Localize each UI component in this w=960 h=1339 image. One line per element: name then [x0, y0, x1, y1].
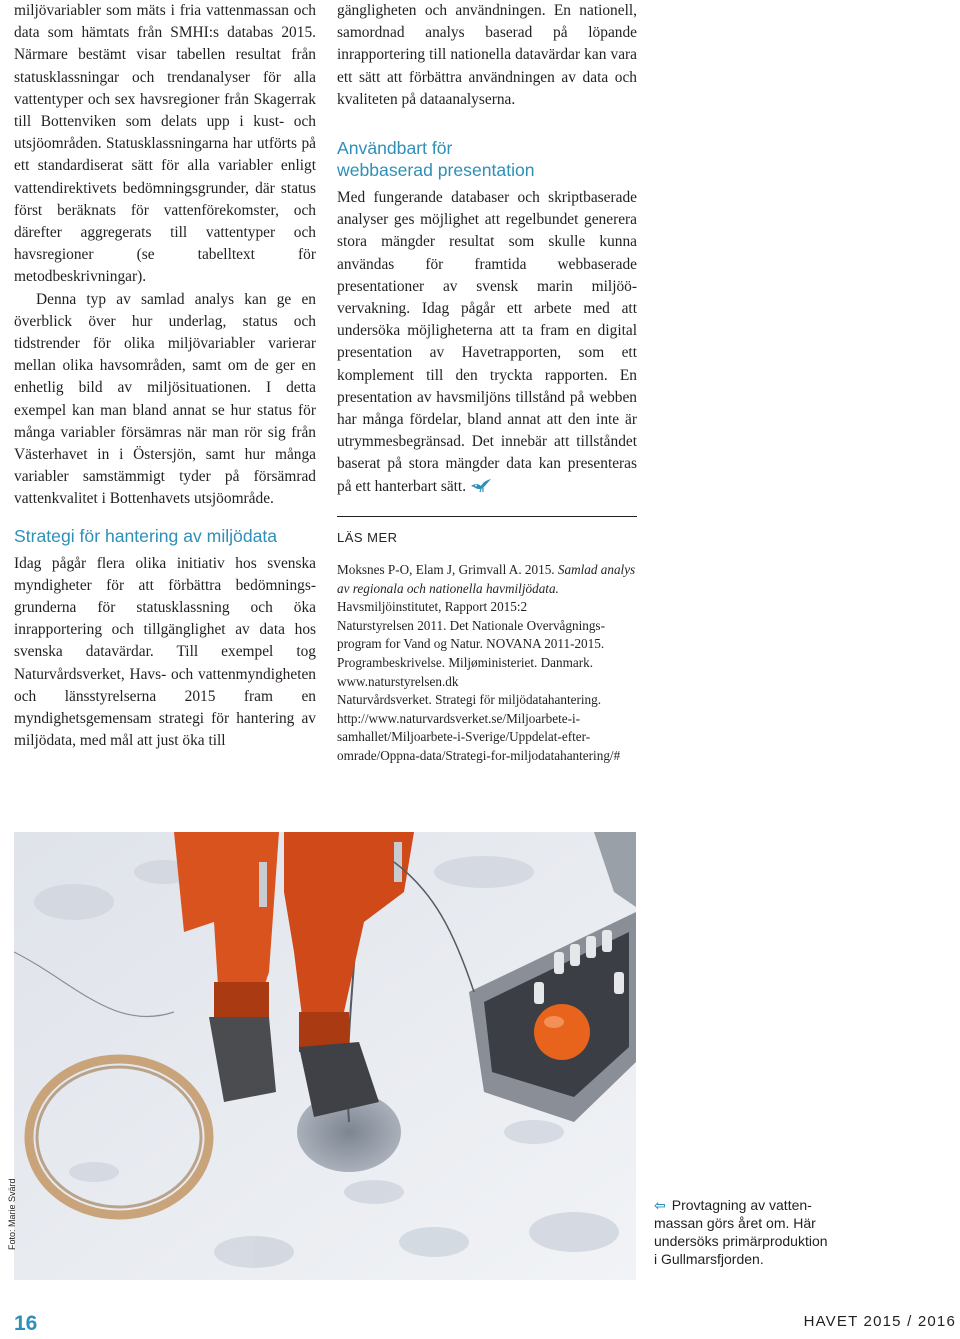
body-paragraph: gängligheten och användningen. En nationell, samordnad analys baserad på löpande inrapportering till nationella datavärdar kan vara ett sätt att förbättra användningen av data och kvaliteten på dataanalyserna.	[337, 2, 637, 108]
section-heading	[337, 137, 637, 181]
body-text: Med fungerande databaser och skriptbaserade analyser ges möjlighet att regelbundet generera stora mängder resultat som skulle kunna användas för framtida webbaserade presentationer av svensk marin miljöövervakning. Idag pågår ett arbete med att undersöka möjligheterna att ta fram en digital presentation av Havetrapporten, som ett komplement till den tryckta rapporten. En presentation av havsmiljöns tillstånd på webben har många fördelar, bland annat att den inte är utrymmesbegränsad. Det innebär att tillståndet baserat på stora mängder data kan presenteras på ett hanterbart sätt.	[337, 189, 637, 495]
photo-ice-sampling	[14, 832, 636, 1280]
divider	[337, 516, 637, 517]
buoy	[534, 1004, 590, 1060]
section-heading-line: Användbart för	[337, 138, 453, 159]
reference-publisher: Havsmiljöinstitutet, Rapport 2015:2	[337, 599, 528, 615]
left-column	[14, 0, 316, 753]
photo-credit: Foto: Marie Svärd	[7, 1178, 17, 1250]
body-paragraph: miljövariabler som mäts i fria vattenmassan och data som hämtats från SMHI:s databas 2015. Närmare bestämt visar tabellen resultat från statusklassningar och trendanalyser för alla vattentyper och sex havsregioner från Skagerrak till Bottenviken som delats upp i kust- och utsjöområden. Statusklassningarna har utförts på ett standardiserat sätt för alla variabler enligt vattendirektivets bedömningsgrunder, där status först beräknats för vattenförekomster, och därefter aggregerats till vattentyper och havsregioner (se tabelltext för metodbeskrivningar).	[14, 2, 316, 286]
reference-item	[337, 561, 637, 617]
references-heading: LÄS MER	[337, 529, 398, 545]
seabird-icon	[470, 477, 492, 493]
reference-text: Naturvårdsverket. Strategi för miljödatahantering. http://www.naturvardsverket.se/Miljoarbete-i-samhallet/Miljoarbete-i-Sverige/Uppdelat-efter-omrade/Oppna-data/Strategi-for-miljodatahantering/#	[337, 692, 621, 763]
publication-title: HAVET 2015 / 2016	[803, 1313, 956, 1330]
caption-text: Provtagning av vattenmassan görs året om. Här undersöks primärproduktion i Gullmarsfjorden.	[654, 1197, 828, 1267]
reference-text: Naturstyrelsen 2011. Det Nationale Overvågningsprogram for Vand og Natur. NOVANA 2011-2015. Programbeskrivelse. Miljøministeriet. Danmark. www.naturstyrelsen.dk	[337, 617, 605, 689]
section-heading: Strategi för hantering av miljödata	[14, 525, 278, 546]
page-number: 16	[14, 1312, 38, 1335]
photo-illustration	[14, 832, 636, 1280]
reference-item	[337, 617, 637, 691]
body-paragraph	[337, 187, 637, 498]
right-column	[337, 0, 637, 766]
section-heading-line: webbaserad presentation	[337, 160, 535, 181]
reference-title: Samlad analys av regionala och nationella havmiljödata.	[337, 562, 636, 596]
reference-item	[337, 691, 637, 765]
reference-authors: Moksnes P-O, Elam J, Grimvall A. 2015.	[337, 562, 558, 578]
photo-caption	[654, 1196, 834, 1268]
arrow-left-icon: ⇦	[654, 1197, 666, 1213]
body-paragraph: Denna typ av samlad analys kan ge en överblick över hur underlag, status och tidstrender för olika miljövariabler varierar mellan olika havsområden, samt om de ger en enhetlig bild av miljösituationen. I detta exempel kan man bland annat se hur status för många variabler försämras när man rör sig från Västerhavet in i Östersjön, samt hur många variabler samstämmigt tyder på försämrad vattenkvalitet i Bottenhavets utsjöområde.	[14, 290, 316, 508]
body-paragraph: Idag pågår flera olika initiativ hos svenska myndigheter för att förbättra bedömningsgrunderna för statusklassning och öka inrapportering och tillgänglighet av data hos svenska datavärdar. Till exempel tog Naturvårdsverket, Havs- och vattenmyndigheten och länsstyrelserna 2015 fram en myndighetsgemensam strategi för hantering av miljödata, med mål att just öka till	[14, 554, 316, 750]
